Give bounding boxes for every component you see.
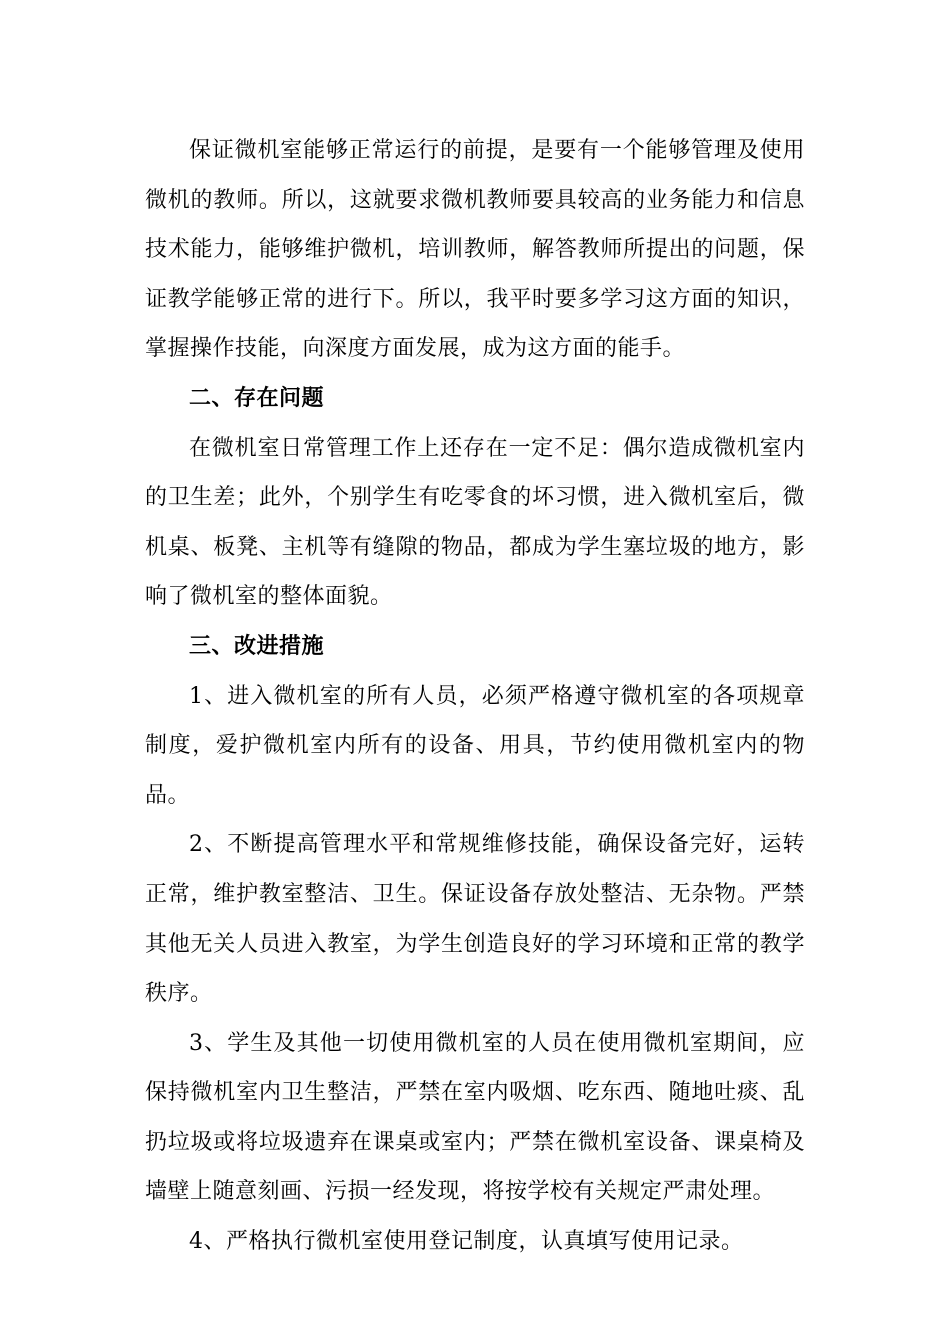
measure-item-4: 4、严格执行微机室使用登记制度，认真填写使用记录。 xyxy=(189,1229,744,1255)
measure-item-1: 1、进入微机室的所有人员，必须严格遵守微机室的各项规章制度，爱护微机室内所有的设备、用具，节约使用微机室内的物品。 xyxy=(145,683,805,808)
problems-paragraph: 在微机室日常管理工作上还存在一定不足：偶尔造成微机室内的卫生差；此外，个别学生有吃零食的坏习惯，进入微机室后，微机桌、板凳、主机等有缝隙的物品，都成为学生塞垃圾的地方，影响了微机室的整体面貌。 xyxy=(145,435,805,610)
section-heading-measures: 三、改进措施 xyxy=(189,633,325,659)
measure-item-3: 3、学生及其他一切使用微机室的人员在使用微机室期间，应保持微机室内卫生整洁，严禁在室内吸烟、吃东西、随地吐痰、乱扔垃圾或将垃圾遗弃在课桌或室内；严禁在微机室设备、课桌椅及墙壁上随意刻画、污损一经发现，将按学校有关规定严肃处理。 xyxy=(145,1030,805,1205)
document-page xyxy=(145,126,805,1267)
measure-item-2: 2、不断提高管理水平和常规维修技能，确保设备完好，运转正常，维护教室整洁、卫生。保证设备存放处整洁、无杂物。严禁其他无关人员进入教室，为学生创造良好的学习环境和正常的教学秩序。 xyxy=(145,832,805,1007)
section-heading-problems: 二、存在问题 xyxy=(189,385,325,411)
intro-paragraph: 保证微机室能够正常运行的前提，是要有一个能够管理及使用微机的教师。所以，这就要求微机教师要具较高的业务能力和信息技术能力，能够维护微机，培训教师，解答教师所提出的问题，保证教学能够正常的进行下。所以，我平时要多学习这方面的知识，掌握操作技能，向深度方面发展，成为这方面的能手。 xyxy=(145,138,805,362)
